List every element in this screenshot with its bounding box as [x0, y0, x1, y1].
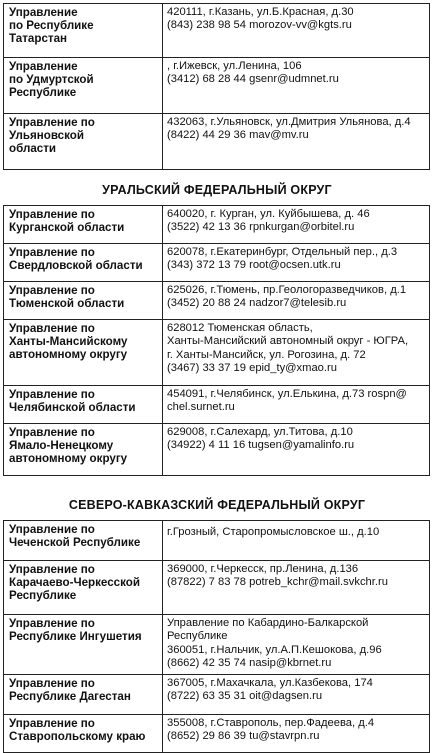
table-ural: [3, 205, 430, 476]
department-name: Управление по Курганской области: [4, 206, 163, 244]
table-row: [4, 714, 430, 752]
department-contacts: 454091, г.Челябинск, ул.Елькина, д.73 rospn@ chel.surnet.ru: [163, 386, 430, 424]
department-name: Управление по Ставропольскому краю: [4, 714, 163, 752]
department-contacts: Управление по Кабардино-Балкарской Республике 360051, г.Нальчик, ул.А.П.Кешокова, д.96 (8662) 42 35 74 nasip@kbrnet.ru: [163, 615, 430, 675]
department-contacts: , г.Ижевск, ул.Ленина, 106 (3412) 68 28 44 gsenr@udmnet.ru: [163, 58, 430, 114]
department-name: Управление по Республике Татарстан: [4, 4, 163, 58]
table-row: [4, 282, 430, 320]
table-row: [4, 114, 430, 170]
table-row: [4, 58, 430, 114]
department-name: Управление по Челябинской области: [4, 386, 163, 424]
table-row: [4, 244, 430, 282]
department-name: Управление по Удмуртской Республике: [4, 58, 163, 114]
table-row: [4, 320, 430, 386]
department-name: Управление по Тюменской области: [4, 282, 163, 320]
department-name: Управление по Ульяновской области: [4, 114, 163, 170]
department-contacts: 367005, г.Махачкала, ул.Казбекова, 174 (8722) 63 35 31 oit@dagsen.ru: [163, 674, 430, 714]
section-heading-ural: УРАЛЬСКИЙ ФЕДЕРАЛЬНЫЙ ОКРУГ: [102, 183, 332, 197]
department-name: Управление по Карачаево-Черкесской Республике: [4, 561, 163, 615]
department-name: Управление по Республике Дагестан: [4, 674, 163, 714]
department-contacts: г.Грозный, Старопромысловское ш., д.10: [163, 521, 430, 561]
table-row: [4, 4, 430, 58]
department-contacts: 432063, г.Ульяновск, ул.Дмитрия Ульянова, д.4 (8422) 44 29 36 mav@mv.ru: [163, 114, 430, 170]
department-contacts: 640020, г. Курган, ул. Куйбышева, д. 46 (3522) 42 13 36 rpnkurgan@orbitel.ru: [163, 206, 430, 244]
table-volga: [3, 3, 430, 170]
department-name: Управление по Республике Ингушетия: [4, 615, 163, 675]
department-contacts: 355008, г.Ставрополь, пер.Фадеева, д.4 (8652) 29 86 39 tu@stavrpn.ru: [163, 714, 430, 752]
section-heading-north-caucasus: СЕВЕРО-КАВКАЗСКИЙ ФЕДЕРАЛЬНЫЙ ОКРУГ: [68, 498, 366, 512]
department-name: Управление по Свердловской области: [4, 244, 163, 282]
table-row: [4, 615, 430, 675]
table-row: [4, 424, 430, 476]
table-row: [4, 521, 430, 561]
department-name: Управление по Ямало-Ненецкому автономному округу: [4, 424, 163, 476]
department-contacts: 628012 Тюменская область, Ханты-Мансийский автономный округ - ЮГРА, г. Ханты-Мансийск, ул. Рогозина, д. 72 (3467) 33 37 19 epid_ty@xmao.ru: [163, 320, 430, 386]
department-contacts: 620078, г.Екатеринбург, Отдельный пер., д.3 (343) 372 13 79 root@ocsen.utk.ru: [163, 244, 430, 282]
department-contacts: 629008, г.Салехард, ул.Титова, д.10 (34922) 4 11 16 tugsen@yamalinfo.ru: [163, 424, 430, 476]
table-row: [4, 206, 430, 244]
department-name: Управление по Ханты-Мансийскому автономному округу: [4, 320, 163, 386]
table-north-caucasus: [3, 520, 430, 753]
department-contacts: 369000, г.Черкесск, пр.Ленина, д.136 (87822) 7 83 78 potreb_kchr@mail.svkchr.ru: [163, 561, 430, 615]
department-contacts: 625026, г.Тюмень, пр.Геологоразведчиков, д.1 (3452) 20 88 24 nadzor7@telesib.ru: [163, 282, 430, 320]
department-name: Управление по Чеченской Республике: [4, 521, 163, 561]
table-row: [4, 386, 430, 424]
table-row: [4, 674, 430, 714]
department-contacts: 420111, г.Казань, ул.Б.Красная, д.30 (843) 238 98 54 morozov-vv@kgts.ru: [163, 4, 430, 58]
table-row: [4, 561, 430, 615]
